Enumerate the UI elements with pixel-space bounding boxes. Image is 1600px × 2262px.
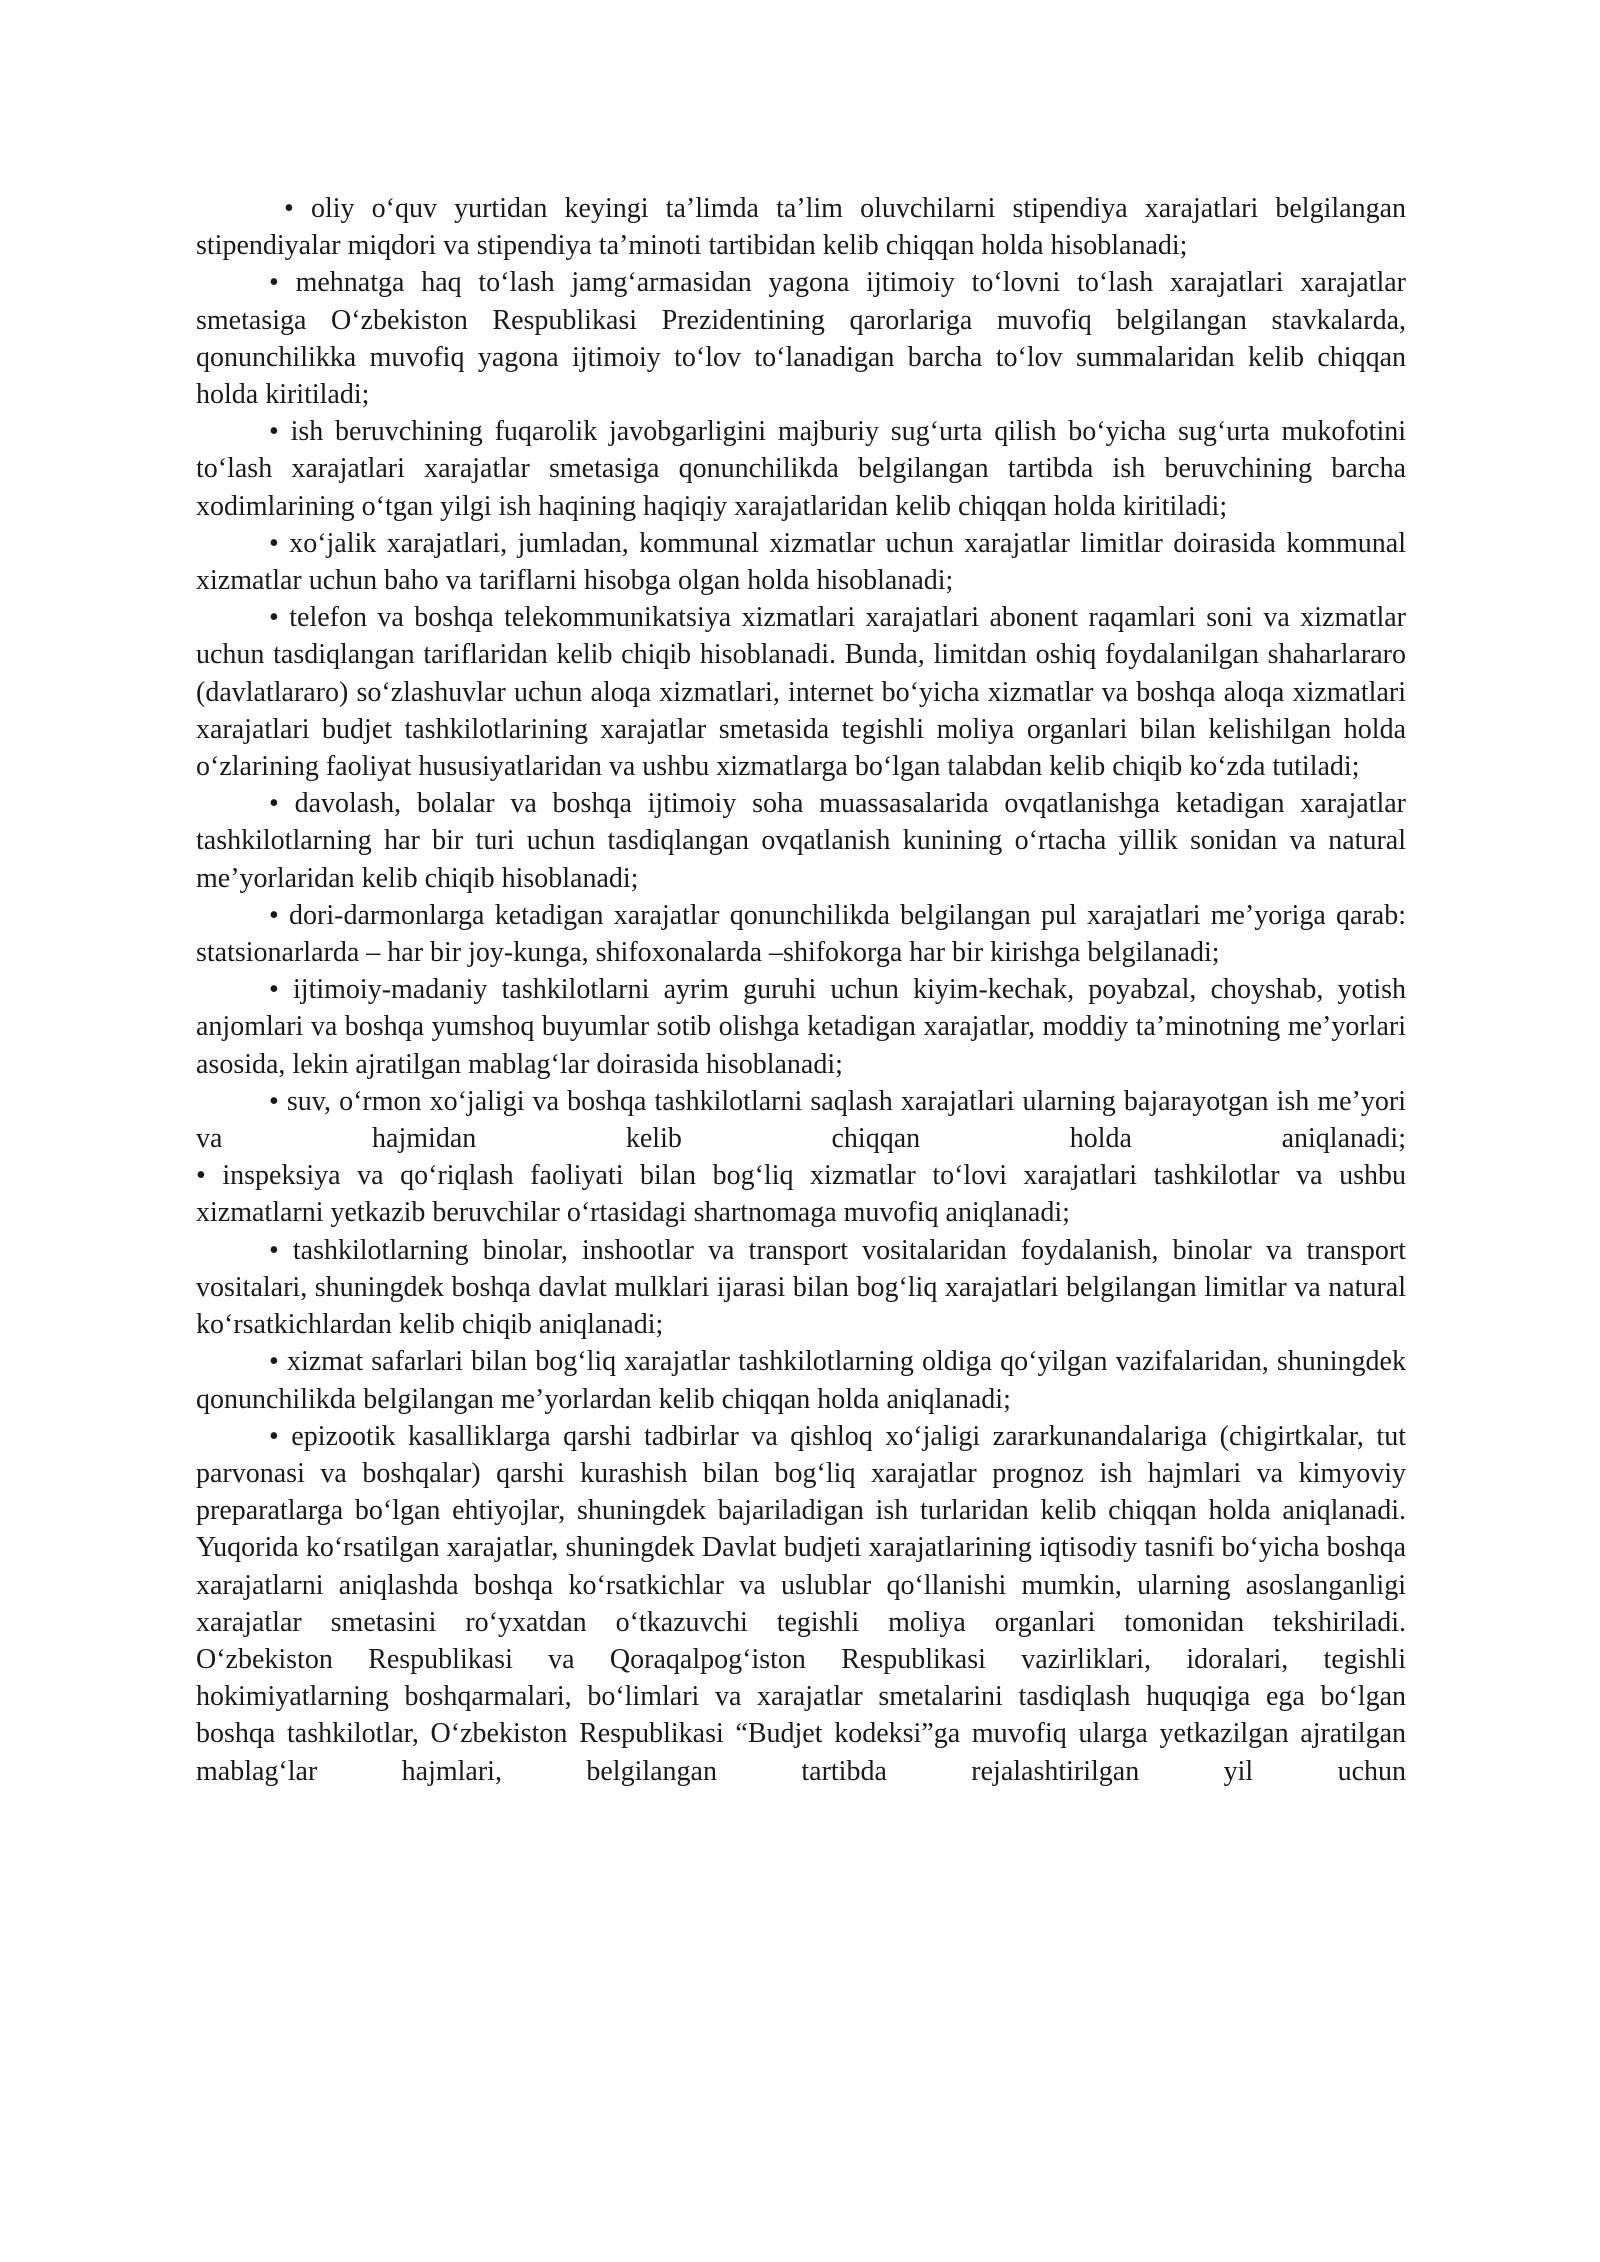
paragraph-stipend-expenses: • oliy o‘quv yurtidan keyingi ta’limda ta’lim oluvchilarni stipendiya xarajatlari belgilangan stipendiyalar miqdori va stipendiya ta’minoti tartibidan kelib chiqqan holda hisoblanadi; <box>196 193 1406 262</box>
paragraph-business-trip-expenses: • xizmat safarlari bilan bog‘liq xarajatlar tashkilotlarning oldiga qo‘yilgan vazifalaridan, shuningdek qonunchilikda belgilangan me’yorlardan kelib chiqqan holda aniqlanadi; <box>196 1346 1406 1415</box>
paragraph-clothing-expenses: • ijtimoiy-madaniy tashkilotlarni ayrim guruhi uchun kiyim-kechak, poyabzal, choyshab, yotish anjomlari va boshqa yumshoq buyumlar sotib olishga ketadigan xarajatlar, moddiy ta’minotning me’yorlari asosida, lekin ajratilgan mablag‘lar doirasida hisoblanadi; <box>196 974 1406 1080</box>
document-page <box>196 190 1406 1790</box>
paragraph-building-transport-expenses: • tashkilotlarning binolar, inshootlar va transport vositalaridan foydalanish, binolar va transport vositalari, shuningdek boshqa davlat mulklari ijarasi bilan bog‘liq xarajatlari belgilangan limitlar va natural ko‘rsatkichlardan kelib chiqib aniqlanadi; <box>196 1234 1406 1341</box>
paragraph-water-forestry-expenses: • suv, o‘rmon xo‘jaligi va boshqa tashkilotlarni saqlash xarajatlari ularning bajarayotgan ish me’yori va hajmidan kelib chiqqan holda aniqlanadi; <box>196 1085 1406 1155</box>
paragraph-meal-expenses: • davolash, bolalar va boshqa ijtimoiy soha muassasalarida ovqatlanishga ketadigan xarajatlar tashkilotlarning har bir turi uchun tasdiqlangan ovqatlanish kunining o‘rtacha yillik sonidan va natural me’yorlaridan kelib chiqib hisoblanadi; <box>196 788 1406 894</box>
paragraph-employer-insurance-expenses: • ish beruvchining fuqarolik javobgarligini majburiy sug‘urta qilish bo‘yicha sug‘urta mukofotini to‘lash xarajatlari xarajatlar smetasiga qonunchilikda belgilangan tartibda ish beruvchining barcha xodimlarining o‘tgan yilgi ish haqining haqiqiy xarajatlaridan kelib chiqqan holda kiritiladi; <box>196 416 1406 522</box>
paragraph-inspection-expenses: • inspeksiya va qo‘riqlash faoliyati bilan bog‘liq xizmatlar to‘lovi xarajatlari tashkilotlar va ushbu xizmatlarni yetkazib beruvchilar o‘rtasidagi shartnomaga muvofiq aniqlanadi; <box>196 1160 1406 1229</box>
paragraph-social-payment-expenses: • mehnatga haq to‘lash jamg‘armasidan yagona ijtimoiy to‘lovni to‘lash xarajatlari xarajatlar smetasiga O‘zbekiston Respublikasi Prezidentining qarorlariga muvofiq belgilangan stavkalarda, qonunchilikka muvofiq yagona ijtimoiy to‘lov to‘lanadigan barcha to‘lov summalaridan kelib chiqqan holda kiritiladi; <box>196 267 1406 411</box>
paragraph-other-indicators: Yuqorida ko‘rsatilgan xarajatlar, shuningdek Davlat budjeti xarajatlarining iqtisodiy tasnifi bo‘yicha boshqa xarajatlarni aniqlashda boshqa ko‘rsatkichlar va uslublar qo‘llanishi mumkin, ularning asoslanganligi xarajatlar smetasini ro‘yxatdan o‘tkazuvchi tegishli moliya organlari tomonidan tekshiriladi. <box>196 1532 1406 1638</box>
paragraph-ministries-organizations: O‘zbekiston Respublikasi va Qoraqalpog‘iston Respublikasi vazirliklari, idoralari, tegishli hokimiyatlarning boshqarmalari, bo‘limlari va xarajatlar smetalarini tasdiqlash huquqiga ega bo‘lgan boshqa tashkilotlar, O‘zbekiston Respublikasi “Budjet kodeksi”ga muvofiq ularga yetkazilgan ajratilgan mablag‘lar hajmlari, belgilangan tartibda rejalashtirilgan yil uchun <box>196 1643 1406 1787</box>
paragraph-epizootic-expenses: • epizootik kasalliklarga qarshi tadbirlar va qishloq xo‘jaligi zararkunandalariga (chigirtkalar, tut parvonasi va boshqalar) qarshi kurashish bilan bog‘liq xarajatlar prognoz ish hajmlari va kimyoviy preparatlarga bo‘lgan ehtiyojlar, shuningdek bajariladigan ish turlaridan kelib chiqqan holda aniqlanadi. <box>196 1420 1406 1527</box>
paragraph-telecom-expenses: • telefon va boshqa telekommunikatsiya xizmatlari xarajatlari abonent raqamlari soni va xizmatlar uchun tasdiqlangan tariflaridan kelib chiqib hisoblanadi. Bunda, limitdan oshiq foydalanilgan shaharlararo (davlatlararo) so‘zlashuvlar uchun aloqa xizmatlari, internet bo‘yicha xizmatlar va boshqa aloqa xizmatlari xarajatlari budjet tashkilotlarining xarajatlar smetasida tegishli moliya organlari bilan kelishilgan holda o‘zlarining faoliyat hususiyatlaridan va ushbu xizmatlarga bo‘lgan talabdan kelib chiqib ko‘zda tutiladi; <box>196 602 1406 783</box>
paragraph-household-expenses: • xo‘jalik xarajatlari, jumladan, kommunal xizmatlar uchun xarajatlar limitlar doirasida kommunal xizmatlar uchun baho va tariflarni hisobga olgan holda hisoblanadi; <box>196 527 1406 597</box>
paragraph-medicine-expenses: • dori-darmonlarga ketadigan xarajatlar qonunchilikda belgilangan pul xarajatlari me’yoriga qarab: statsionarlarda – har bir joy-kunga, shifoxonalarda –shifokorga har bir kirishga belgilanadi; <box>196 899 1406 969</box>
